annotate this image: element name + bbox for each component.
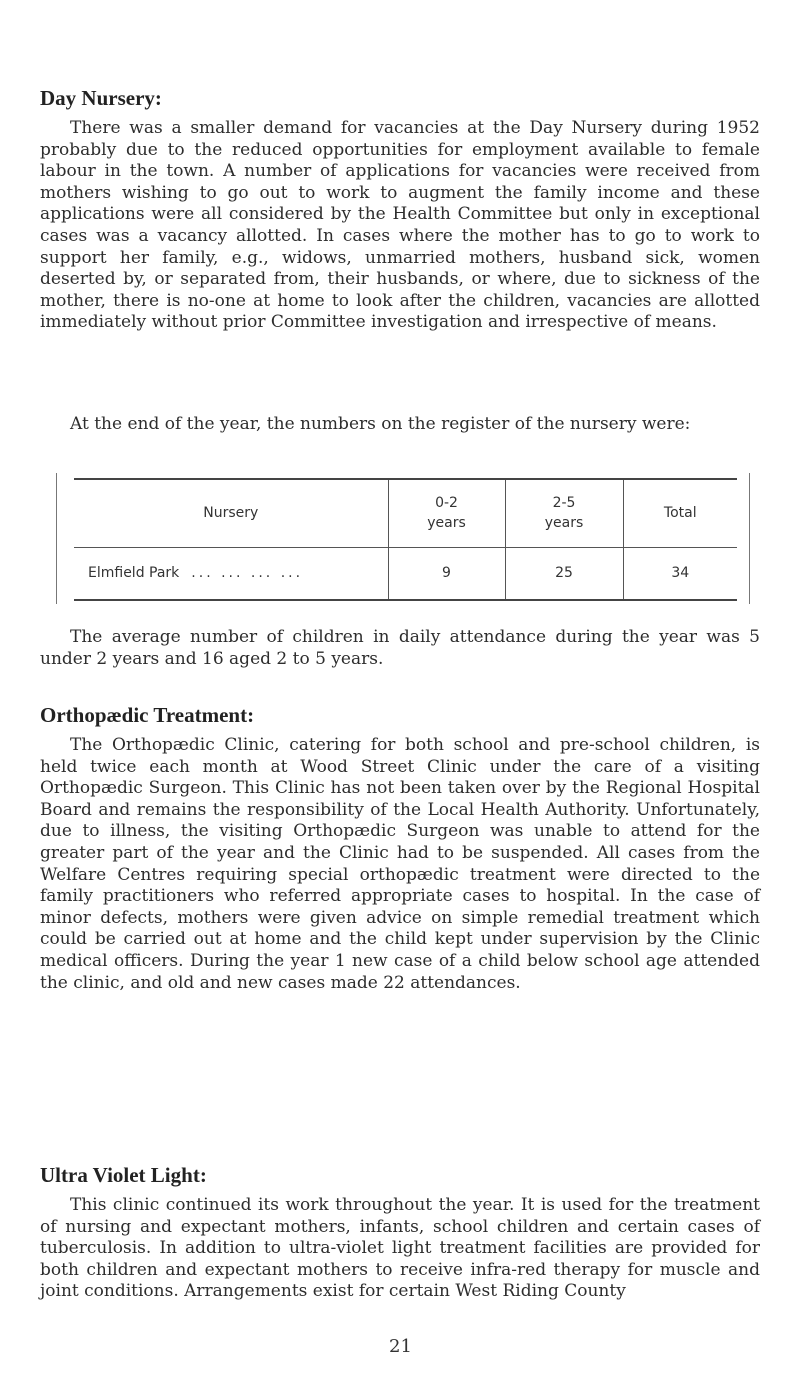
ultra-violet-heading: Ultra Violet Light: — [40, 1163, 207, 1187]
table-row — [74, 547, 737, 600]
day-nursery-heading: Day Nursery: — [40, 86, 162, 110]
header-total: Total — [623, 479, 737, 547]
page-number: 21 — [389, 1336, 412, 1357]
day-nursery-paragraph-3: The average number of children in daily attendance during the year was 5 under 2 years and 16 aged 2 to 5 years. — [40, 627, 760, 669]
orthopaedic-heading: Orthopædic Treatment: — [40, 703, 255, 727]
header-0-2-years: 0-2 years — [388, 479, 505, 547]
header-nursery: Nursery — [74, 479, 388, 547]
nursery-register-table — [74, 478, 737, 601]
cell-total: 34 — [623, 547, 737, 600]
day-nursery-paragraph-2: At the end of the year, the numbers on the register of the nursery were: — [70, 414, 691, 434]
cell-0-2-years: 9 — [388, 547, 505, 600]
cell-2-5-years: 25 — [505, 547, 623, 600]
orthopaedic-paragraph: The Orthopædic Clinic, catering for both school and pre-school children, is held twice each month at Wood Street Clinic under the care of a visiting Orthopædic Surgeon. This Clinic has not been taken over by the Regional Hospital Board and remains the responsibility of the Local Health Authority. Unfortunately, due to illness, the visiting Orthopædic Surgeon was unable to attend for the greater part of the year and the Clinic had to be suspended. All cases from the Welfare Centres requiring special orthopædic treatment were directed to the family practitioners who referred appropriate cases to hospital. In the case of minor defects, mothers were given advice on simple remedial treatment which could be carried out at home and the child kept under supervision by the Clinic medical officers. During the year 1 new case of a child below school age attended the clinic, and old and new cases made 22 attendances. — [40, 735, 760, 993]
cell-nursery-name: Elmfield Park ... ... ... ... — [74, 547, 388, 600]
day-nursery-paragraph-1: There was a smaller demand for vacancies at the Day Nursery during 1952 probably due to the reduced opportunities for employment available to female labour in the town. A number of applications for vacancies were received from mothers wishing to go out to work to augment the family income and these applications were all considered by the Health Committee but only in exceptional cases was a vacancy allotted. In cases where the mother has to go to work to support her family, e.g., widows, unmarried mothers, husband sick, women deserted by, or separated from, their husbands, or where, due to sickness of the mother, there is no-one at home to look after the children, vacancies are allotted immediately without prior Committee investigation and irrespective of means. — [40, 118, 760, 333]
ultra-violet-paragraph: This clinic continued its work throughout the year. It is used for the treatment of nursing and expectant mothers, infants, school children and certain cases of tuberculosis. In addition to ultra-violet light treatment facilities are provided for both children and expectant mothers to receive infra-red therapy for muscle and joint conditions. Arrangements exist for certain West Riding County — [40, 1195, 760, 1302]
header-2-5-years: 2-5 years — [505, 479, 623, 547]
table-header-row — [74, 479, 737, 547]
